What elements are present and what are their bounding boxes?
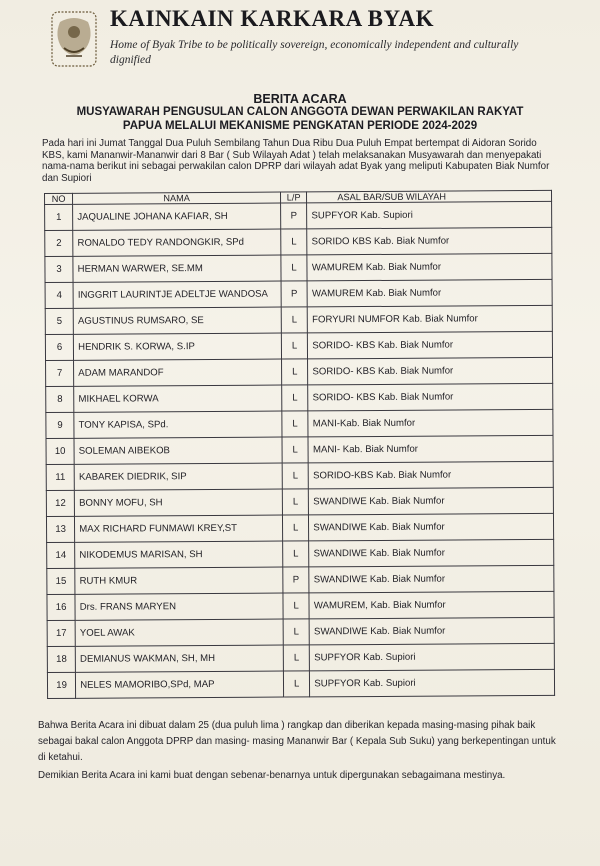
cell-gender: L: [282, 411, 309, 437]
cell-region: WAMUREM, Kab. Biak Numfor: [309, 591, 554, 618]
cell-no: 9: [46, 412, 74, 438]
table-body: [45, 201, 555, 698]
cell-region: SORIDO KBS Kab. Biak Numfor: [307, 227, 552, 254]
cell-region: SORIDO- KBS Kab. Biak Numfor: [308, 331, 553, 358]
table-row: [46, 461, 553, 490]
table-row: [45, 331, 552, 360]
table-row: [45, 253, 552, 282]
cell-gender: L: [283, 645, 310, 671]
cell-region: SWANDIWE Kab. Biak Numfor: [309, 487, 554, 514]
organization-motto: Home of Byak Tribe to be politically sovereign, economically independent and culturally dignified: [110, 39, 519, 66]
cell-no: 11: [46, 464, 74, 490]
cell-name: RUTH KMUR: [75, 567, 283, 594]
table-row: [47, 669, 554, 698]
cell-name: RONALDO TEDY RANDONGKIR, SPd: [73, 229, 281, 256]
closing-paragraph-1: Bahwa Berita Acara ini dibuat dalam 25 (dua puluh lima ) rangkap dan diberikan kepada masing-masing pihak baik sebagai bakal calon Anggota DPRP dan masing- masing Mananwir Bar ( Kepala Sub Suku) yang berkepentingan untuk di ketahui.: [38, 720, 556, 763]
table-row: [46, 383, 553, 412]
table-row: [46, 357, 553, 386]
document-title: BERITA ACARA: [253, 92, 347, 106]
cell-no: 12: [46, 490, 74, 516]
cell-name: MIKHAEL KORWA: [74, 385, 282, 412]
cell-name: Drs. FRANS MARYEN: [75, 593, 283, 620]
header-no: NO: [45, 193, 73, 204]
table-row: [46, 409, 553, 438]
cell-no: 2: [45, 230, 73, 256]
cell-region: SWANDIWE Kab. Biak Numfor: [309, 539, 554, 566]
cell-name: ADAM MARANDOF: [74, 359, 282, 386]
cell-region: SORIDO- KBS Kab. Biak Numfor: [308, 383, 553, 410]
cell-no: 3: [45, 256, 73, 282]
cell-region: WAMUREM Kab. Biak Numfor: [307, 253, 552, 280]
cell-region: WAMUREM Kab. Biak Numfor: [307, 279, 552, 306]
table-row: [46, 435, 553, 464]
cell-region: SWANDIWE Kab. Biak Numfor: [309, 565, 554, 592]
cell-gender: L: [282, 437, 309, 463]
cell-name: SOLEMAN AIBEKOB: [74, 437, 282, 464]
cell-gender: L: [283, 593, 310, 619]
table-row: [47, 565, 554, 594]
cell-region: SUPFYOR Kab. Supiori: [310, 643, 555, 670]
cell-region: FORYURI NUMFOR Kab. Biak Numfor: [308, 305, 553, 332]
cell-no: 1: [45, 204, 73, 230]
cell-name: HERMAN WARWER, SE.MM: [73, 255, 281, 282]
cell-gender: L: [281, 333, 308, 359]
cell-name: BONNY MOFU, SH: [75, 489, 283, 516]
cell-no: 16: [47, 594, 75, 620]
cell-name: TONY KAPISA, SPd.: [74, 411, 282, 438]
cell-region: MANI- Kab. Biak Numfor: [308, 435, 553, 462]
cell-gender: L: [282, 463, 309, 489]
table-row: [47, 617, 554, 646]
cell-no: 8: [46, 386, 74, 412]
cell-gender: L: [281, 255, 308, 281]
cell-no: 15: [47, 568, 75, 594]
document-subtitle-line-2: PAPUA MELALUI MEKANISME PENGKATAN PERIODE 2024-2029: [122, 120, 478, 132]
table-row: [45, 305, 552, 334]
table-row: [45, 201, 552, 230]
table-row: [46, 513, 553, 542]
cell-no: 17: [47, 620, 75, 646]
cell-gender: L: [282, 385, 309, 411]
document-subtitle-line-1: MUSYAWARAH PENGUSULAN CALON ANGGOTA DEWAN PERWAKILAN RAKYAT: [76, 106, 524, 118]
table-row: [47, 643, 554, 672]
cell-gender: L: [283, 541, 310, 567]
cell-region: SORIDO- KBS Kab. Biak Numfor: [308, 357, 553, 384]
cell-region: MANI-Kab. Biak Numfor: [308, 409, 553, 436]
header-region: ASAL BAR/SUB WILAYAH: [307, 190, 552, 202]
header-name: NAMA: [73, 192, 281, 204]
tribe-seal-logo: [46, 8, 102, 70]
cell-name: HENDRIK S. KORWA, S.IP: [74, 333, 282, 360]
cell-name: INGGRIT LAURINTJE ADELTJE WANDOSA: [73, 281, 281, 308]
cell-name: NELES MAMORIBO,SPd, MAP: [76, 671, 284, 698]
cell-gender: L: [281, 229, 308, 255]
cell-gender: L: [283, 671, 310, 697]
cell-region: SUPFYOR Kab. Supiori: [307, 201, 552, 228]
cell-region: SWANDIWE Kab. Biak Numfor: [309, 513, 554, 540]
header-gender: L/P: [280, 192, 307, 203]
candidates-table: [44, 190, 555, 699]
cell-gender: L: [283, 619, 310, 645]
cell-no: 5: [45, 308, 73, 334]
cell-gender: L: [281, 359, 308, 385]
cell-region: SORIDO-KBS Kab. Biak Numfor: [309, 461, 554, 488]
cell-no: 13: [46, 516, 74, 542]
table-row: [47, 591, 554, 620]
table-row: [45, 279, 552, 308]
cell-gender: P: [281, 281, 308, 307]
cell-no: 19: [47, 672, 75, 698]
cell-name: NIKODEMUS MARISAN, SH: [75, 541, 283, 568]
table-row: [46, 487, 553, 516]
cell-no: 4: [45, 282, 73, 308]
table-row: [45, 227, 552, 256]
cell-gender: P: [283, 567, 310, 593]
closing-paragraph-2: Demikian Berita Acara ini kami buat dengan sebenar-benarnya untuk dipergunakan sebagaimana mestinya.: [38, 770, 506, 781]
cell-name: AGUSTINUS RUMSARO, SE: [73, 307, 281, 334]
cell-no: 6: [45, 334, 73, 360]
table-row: [47, 539, 554, 568]
cell-no: 7: [46, 360, 74, 386]
intro-paragraph: Pada hari ini Jumat Tanggal Dua Puluh Sembilang Tahun Dua Ribu Dua Puluh Empat bertempat di Aidoran Sorido KBS, kami Mananwir-Mananwir dari 8 Bar ( Sub Wilayah Adat ) telah melaksanakan Musyawarah dan menyepakati nama-nama berikut ini sebagai perwakilan calon DPRP dari wilayah adat Byak yang meliputi Kabupaten Biak Numfor dan Supiori: [42, 138, 550, 184]
cell-no: 14: [47, 542, 75, 568]
cell-gender: L: [282, 515, 309, 541]
cell-no: 18: [47, 646, 75, 672]
cell-gender: L: [281, 307, 308, 333]
cell-name: YOEL AWAK: [75, 619, 283, 646]
cell-region: SUPFYOR Kab. Supiori: [310, 669, 555, 696]
cell-name: MAX RICHARD FUNMAWI KREY,ST: [75, 515, 283, 542]
cell-no: 10: [46, 438, 74, 464]
cell-gender: L: [282, 489, 309, 515]
cell-gender: P: [280, 203, 307, 229]
cell-name: DEMIANUS WAKMAN, SH, MH: [75, 645, 283, 672]
cell-region: SWANDIWE Kab. Biak Numfor: [309, 617, 554, 644]
cell-name: KABAREK DIEDRIK, SIP: [74, 463, 282, 490]
cell-name: JAQUALINE JOHANA KAFIAR, SH: [73, 203, 281, 230]
organization-title: KAINKAIN KARKARA BYAK: [110, 6, 435, 31]
